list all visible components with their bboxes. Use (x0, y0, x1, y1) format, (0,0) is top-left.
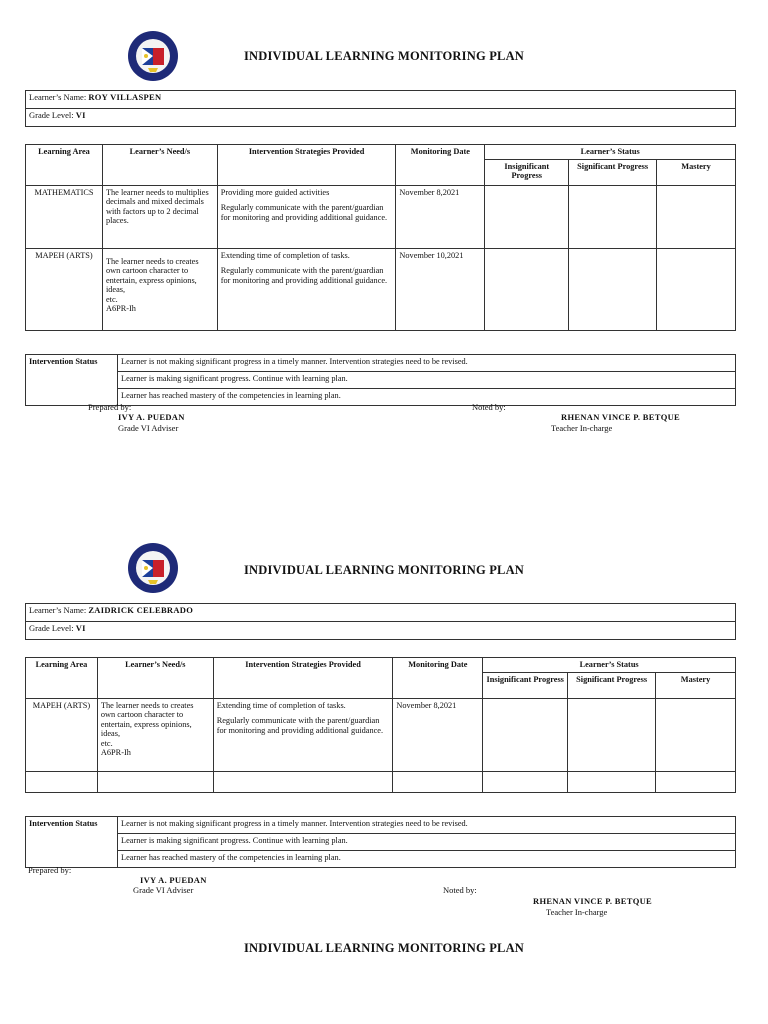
strategy-text: Regularly communicate with the parent/guardian for monitoring and providing additional guidance. (220, 203, 388, 222)
noted-by-label: Noted by: (443, 885, 477, 895)
prepared-by-label: Prepared by: (88, 402, 132, 412)
cell-significant (568, 698, 656, 771)
table-row (26, 771, 736, 792)
needs-text: etc. (100, 738, 113, 748)
cell-mastery (657, 185, 736, 248)
cell-significant (569, 248, 657, 330)
cell-mastery (656, 698, 736, 771)
strategy-text: Regularly communicate with the parent/guardian for monitoring and providing additional guidance. (220, 266, 388, 285)
header-status: Learner’s Status (483, 658, 736, 673)
preparer-name (140, 875, 207, 885)
header-mastery: Mastery (656, 672, 736, 698)
cell-mastery (657, 248, 736, 330)
noter-role: Teacher In-charge (546, 907, 608, 917)
status-row: Learner has reached mastery of the competencies in learning plan. (118, 389, 736, 406)
monitoring-table (25, 144, 736, 331)
intervention-status-label: Intervention Status (26, 355, 118, 406)
status-row: Learner is not making significant progress in a timely manner. Intervention strategies need to be revised. (118, 355, 736, 372)
grade-level-cell (26, 109, 736, 127)
cell-date: November 8,2021 (393, 698, 483, 771)
cell-significant (569, 185, 657, 248)
header-mastery: Mastery (657, 159, 736, 185)
intervention-status-table (25, 816, 736, 868)
cell-needs: The learner needs to multiplies decimals and mixed decimals with factors up to 2 decimal places. (102, 185, 217, 248)
needs-text: A6PR-Ih (100, 748, 131, 758)
grade-level-cell (26, 622, 736, 640)
intervention-status-table (25, 354, 736, 406)
learner-info-table (25, 90, 736, 127)
header-needs: Learner’s Need/s (102, 145, 217, 186)
needs-text: The learner needs to creates own cartoon character to entertain, express opinions, ideas, (105, 256, 199, 295)
status-row: Learner is making significant progress. Continue with learning plan. (118, 834, 736, 851)
noter-role: Teacher In-charge (551, 423, 613, 433)
header-status: Learner’s Status (485, 145, 736, 160)
preparer-role: Grade VI Adviser (133, 885, 194, 895)
table-row (26, 248, 736, 330)
cell-insignificant (485, 248, 569, 330)
learner-name-cell (26, 91, 736, 109)
header-strategies: Intervention Strategies Provided (213, 658, 393, 699)
cell-needs (97, 698, 213, 771)
noted-by-label: Noted by: (472, 402, 506, 412)
strategy-text: Regularly communicate with the parent/guardian for monitoring and providing additional guidance. (216, 716, 384, 735)
header-needs: Learner’s Need/s (97, 658, 213, 699)
cell-area: MATHEMATICS (26, 185, 103, 248)
header-monitoring-date: Monitoring Date (393, 658, 483, 699)
intervention-status-label: Intervention Status (26, 817, 118, 868)
needs-text: A6PR-Ih (105, 304, 136, 314)
preparer-role: Grade VI Adviser (118, 423, 179, 433)
learner-name-value: ZAIDRICK CELEBRADO (88, 605, 194, 615)
noter-name (561, 412, 680, 422)
cell-strategies (217, 185, 396, 248)
learner-name-value: ROY VILLASPEN (88, 92, 162, 102)
cell-insignificant (485, 185, 569, 248)
page-title: INDIVIDUAL LEARNING MONITORING PLAN (243, 941, 525, 955)
header-insignificant: Insignificant Progress (483, 672, 568, 698)
status-row: Learner is not making significant progress in a timely manner. Intervention strategies need to be revised. (118, 817, 736, 834)
status-row: Learner is making significant progress. Continue with learning plan. (118, 372, 736, 389)
header-strategies: Intervention Strategies Provided (217, 145, 396, 186)
noter-name-text: RHENAN VINCE P. BETQUE (533, 896, 653, 906)
grade-level-label: Grade Level: (29, 623, 74, 633)
needs-text: The learner needs to creates own cartoon character to entertain, express opinions, ideas, (100, 700, 194, 739)
prepared-by-label: Prepared by: (28, 865, 72, 875)
grade-level-label: Grade Level: (29, 110, 74, 120)
grade-level-value: VI (75, 623, 86, 633)
table-row (26, 185, 736, 248)
preparer-name-text: IVY A. PUEDAN (118, 412, 185, 422)
cell-date: November 8,2021 (396, 185, 485, 248)
status-row: Learner has reached mastery of the competencies in learning plan. (118, 851, 736, 868)
header-significant: Significant Progress (568, 672, 656, 698)
header-significant: Significant Progress (569, 159, 657, 185)
cell-insignificant (483, 698, 568, 771)
strategy-text: Extending time of completion of tasks. (220, 250, 350, 260)
learner-info-table (25, 603, 736, 640)
page-title: INDIVIDUAL LEARNING MONITORING PLAN (243, 563, 525, 577)
cell-needs (102, 248, 217, 330)
learner-name-label: Learner’s Name: (29, 92, 87, 102)
noter-name-text: RHENAN VINCE P. BETQUE (561, 412, 681, 422)
grade-level-value: VI (75, 110, 86, 120)
table-row (26, 698, 736, 771)
page-title: INDIVIDUAL LEARNING MONITORING PLAN (243, 49, 525, 63)
strategy-text: Providing more guided activities (220, 187, 330, 197)
preparer-name (118, 412, 185, 422)
learner-name-cell (26, 604, 736, 622)
noter-name (533, 896, 652, 906)
needs-text: etc. (105, 294, 118, 304)
cell-area: MAPEH (ARTS) (26, 698, 98, 771)
cell-area: MAPEH (ARTS) (26, 248, 103, 330)
header-learning-area: Learning Area (26, 658, 98, 699)
header-learning-area: Learning Area (26, 145, 103, 186)
cell-strategies (217, 248, 396, 330)
strategy-text: Extending time of completion of tasks. (216, 700, 346, 710)
monitoring-table (25, 657, 736, 793)
header-monitoring-date: Monitoring Date (396, 145, 485, 186)
learner-name-label: Learner’s Name: (29, 605, 87, 615)
preparer-name-text: IVY A. PUEDAN (140, 875, 207, 885)
cell-strategies (213, 698, 393, 771)
header-insignificant: Insignificant Progress (485, 159, 569, 185)
cell-date: November 10,2021 (396, 248, 485, 330)
